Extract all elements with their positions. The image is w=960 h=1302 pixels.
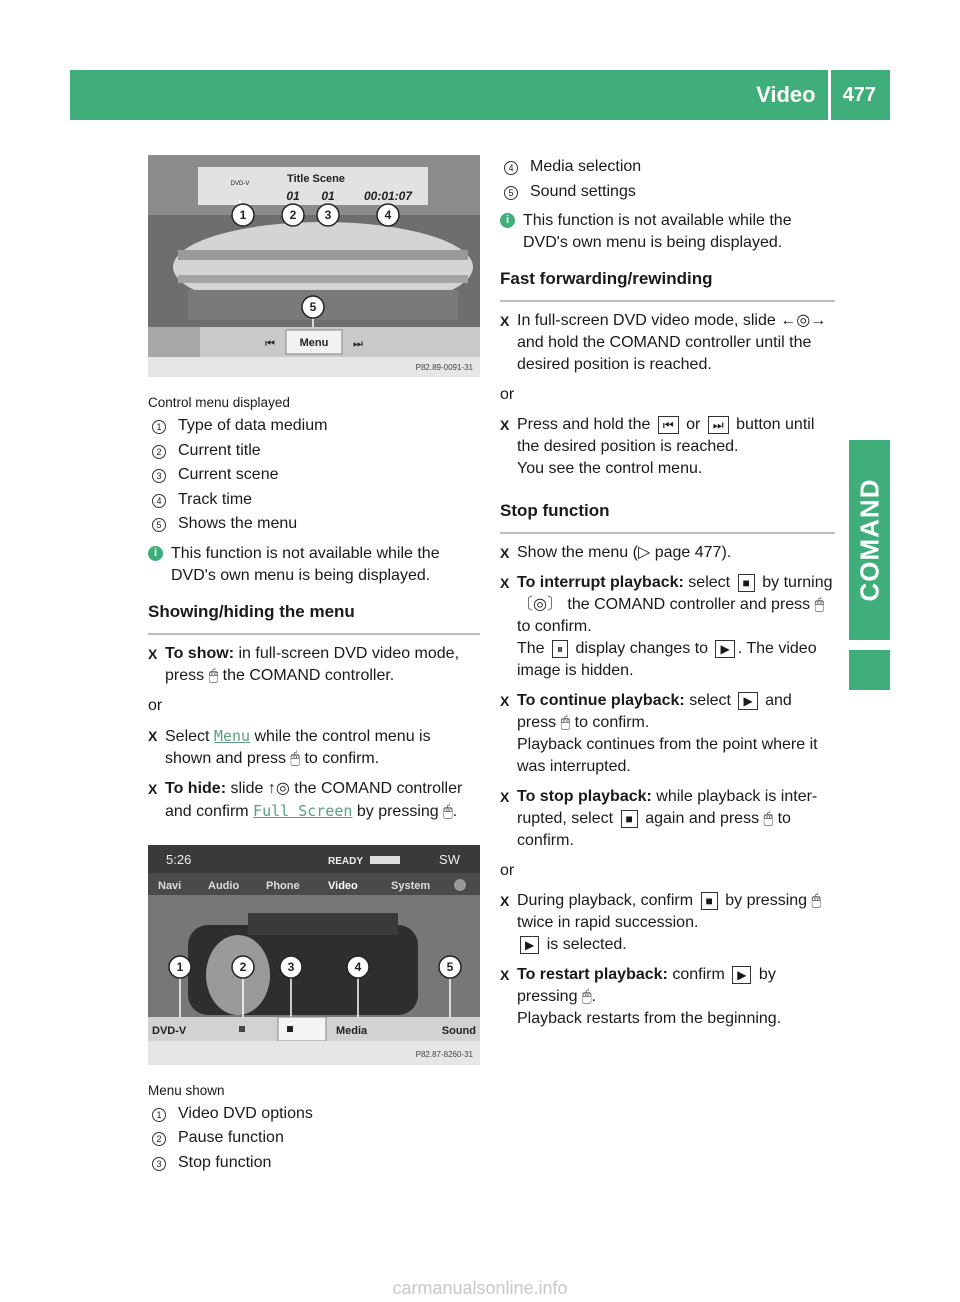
full-screen-label: Full Screen bbox=[253, 801, 353, 820]
pause-icon bbox=[239, 1026, 245, 1032]
info-text: This function is not available while the DVD's own menu is being displayed. bbox=[523, 212, 792, 251]
or-text: or bbox=[500, 386, 515, 403]
section-title: Video bbox=[756, 82, 816, 107]
menu-shown-image bbox=[148, 845, 480, 1065]
callout-4-label: 4 bbox=[384, 208, 392, 222]
step-text: Playback continues from the point where it was interrupted. bbox=[517, 736, 818, 775]
number-badge: 1 bbox=[152, 1108, 166, 1122]
x-mark-icon: X bbox=[500, 313, 510, 329]
step-text: again and press bbox=[645, 810, 760, 827]
x-mark-icon: X bbox=[500, 575, 510, 591]
step-text: and press bbox=[517, 692, 792, 731]
callout-2-label: 2 bbox=[289, 208, 297, 222]
status-ready: READY bbox=[328, 855, 364, 867]
right-column bbox=[500, 155, 835, 1030]
stop-icon: ■ bbox=[621, 810, 638, 828]
list-item bbox=[500, 180, 835, 205]
play-icon: ▶ bbox=[520, 936, 539, 954]
step-text: select bbox=[688, 574, 731, 591]
caption-control-menu: Control menu displayed bbox=[148, 395, 290, 410]
number-badge: 2 bbox=[152, 1132, 166, 1146]
step-text: the COMAND controller. bbox=[222, 666, 395, 684]
nav-video: Video bbox=[328, 879, 358, 892]
list-item-text: Current scene bbox=[178, 466, 279, 483]
page-ref-arrow-icon: ▷ bbox=[637, 544, 651, 561]
footer-url: carmanualsonline.info bbox=[392, 1278, 568, 1298]
bottom-sound: Sound bbox=[441, 1024, 476, 1037]
step-text: button until the desired position is reached. bbox=[517, 416, 815, 455]
step-text: You see the control menu. bbox=[517, 460, 703, 477]
list-item-text: Video DVD options bbox=[178, 1104, 313, 1122]
list-item bbox=[500, 155, 835, 180]
scene-value: 01 bbox=[321, 189, 335, 203]
press-icon: 🖱 bbox=[290, 749, 301, 767]
step-interrupt-playback bbox=[500, 572, 835, 682]
step-to-show bbox=[148, 643, 480, 687]
stop-icon bbox=[287, 1026, 293, 1032]
forward-icon: ⏭ bbox=[708, 416, 729, 434]
info-icon: i bbox=[500, 213, 515, 228]
list-item bbox=[148, 1102, 480, 1127]
number-badge: 4 bbox=[152, 494, 166, 508]
step-text: Show the menu ( bbox=[517, 544, 638, 561]
step-restart-playback: X To restart playback: confirm ▶ by pressing 🖱. Playback restarts from the beginning. bbox=[500, 964, 835, 1030]
number-badge: 1 bbox=[152, 420, 166, 434]
bottom-dvd-v: DVD-V bbox=[152, 1024, 187, 1037]
callout-1-label: 1 bbox=[176, 959, 184, 974]
list-item bbox=[148, 414, 480, 439]
page-number: 477 bbox=[842, 83, 876, 106]
info-note-2 bbox=[500, 210, 835, 254]
list-item-text: Type of data medium bbox=[178, 417, 328, 434]
list-item bbox=[148, 439, 480, 464]
nav-system: System bbox=[391, 879, 431, 892]
step-during-playback bbox=[500, 890, 835, 956]
callout-5-label: 5 bbox=[309, 300, 317, 314]
forward-icon: ⏭ bbox=[353, 337, 363, 350]
step-bold-label: To show: bbox=[165, 644, 235, 662]
step-text: The bbox=[517, 640, 545, 657]
step-text: display changes to bbox=[575, 640, 709, 657]
list-item-text: Current title bbox=[178, 441, 261, 459]
list-item bbox=[148, 463, 480, 488]
press-icon: 🖱 bbox=[763, 810, 774, 827]
step-text: twice in rapid succession. bbox=[517, 914, 699, 931]
screenshot-control-menu bbox=[148, 155, 480, 384]
step-text: During playback, confirm bbox=[517, 892, 694, 909]
press-icon: 🖱 bbox=[208, 666, 219, 684]
step-text: the COMAND controller and press bbox=[567, 596, 811, 613]
step-text: to confirm. bbox=[517, 618, 592, 635]
x-mark-icon: X bbox=[148, 645, 158, 662]
heading-fast-forwarding: Fast forwarding/rewinding bbox=[500, 268, 835, 302]
info-text: This function is not available while the DVD's own menu is being displayed. bbox=[171, 544, 440, 584]
step-to-hide: X To hide: slide ↑◎ the COMAND controller and confirm Full Screen by pressing 🖱. bbox=[148, 778, 480, 823]
list-item bbox=[148, 1151, 480, 1176]
list-item-text: Shows the menu bbox=[178, 515, 298, 532]
callout-3-label: 3 bbox=[324, 208, 332, 222]
list-item bbox=[148, 1126, 480, 1151]
screenshot-menu-shown bbox=[148, 845, 480, 1072]
step-text: to confirm. bbox=[517, 810, 791, 849]
callout-4-label: 4 bbox=[354, 959, 362, 974]
side-tab bbox=[849, 440, 890, 640]
step-bold-label: To stop playback: bbox=[517, 788, 652, 805]
list-item-text: Track time bbox=[178, 490, 253, 508]
step-text: while the control menu is shown and press bbox=[165, 727, 431, 767]
sw-label: SW bbox=[439, 851, 460, 867]
step-text: to confirm. bbox=[574, 714, 650, 731]
nav-navi: Navi bbox=[158, 879, 182, 892]
slide-up-icon: ↑◎ bbox=[267, 779, 290, 797]
menu-button-label: Menu bbox=[299, 337, 329, 349]
list-item bbox=[148, 512, 480, 537]
step-text: the COMAND controller and confirm bbox=[165, 779, 463, 820]
x-mark-icon: X bbox=[500, 893, 510, 909]
step-bold-label: To continue playback: bbox=[517, 692, 685, 709]
step-bold-label: To restart playback: bbox=[517, 966, 668, 983]
step-show-menu bbox=[500, 542, 835, 564]
step-text: and hold the COMAND controller until the desired position is reached. bbox=[517, 334, 812, 373]
step-slide-controller bbox=[500, 310, 835, 376]
step-text: . The video image is hidden. bbox=[517, 640, 817, 679]
step-text: by turning bbox=[762, 574, 833, 591]
step-text: in full-screen DVD video mode, press bbox=[165, 644, 460, 684]
step-press-hold bbox=[500, 414, 835, 480]
step-bold-label: To hide: bbox=[165, 779, 227, 797]
step-bold-label: To interrupt playback: bbox=[517, 574, 684, 591]
slide-left-right-icon: ←◎→ bbox=[780, 312, 827, 329]
play-icon: ▶ bbox=[738, 692, 757, 710]
step-text: confirm bbox=[672, 966, 725, 983]
side-tab-label: COMAND bbox=[854, 478, 884, 602]
step-text: In full-screen DVD video mode, slide bbox=[517, 312, 776, 329]
x-mark-icon: X bbox=[500, 545, 510, 561]
step-stop-playback bbox=[500, 786, 835, 852]
step-text: by pressing bbox=[356, 802, 439, 820]
step-select-menu bbox=[148, 725, 480, 770]
number-badge: 3 bbox=[152, 469, 166, 483]
step-text: by pressing bbox=[517, 966, 776, 1005]
legend-list-2-cont bbox=[500, 155, 835, 204]
step-continue-playback bbox=[500, 690, 835, 778]
x-mark-icon: X bbox=[148, 727, 158, 744]
number-badge: 4 bbox=[504, 161, 518, 175]
step-text: while playback is inter-rupted, select bbox=[517, 788, 818, 827]
step-text: slide bbox=[230, 779, 264, 797]
info-icon: i bbox=[148, 546, 163, 561]
nav-audio: Audio bbox=[208, 879, 240, 892]
step-text: by pressing bbox=[725, 892, 808, 909]
clock: 5:26 bbox=[166, 851, 192, 867]
x-mark-icon: X bbox=[500, 417, 510, 433]
step-text: or bbox=[686, 416, 701, 433]
legend-list-1 bbox=[148, 414, 480, 537]
press-icon: 🖱 bbox=[811, 892, 822, 909]
callout-5-label: 5 bbox=[446, 959, 454, 974]
step-text: Select bbox=[165, 727, 210, 745]
x-mark-icon: X bbox=[500, 789, 510, 805]
title-value: 01 bbox=[286, 189, 300, 203]
stop-icon: ■ bbox=[738, 574, 755, 592]
press-icon: 🖱 bbox=[581, 988, 592, 1005]
list-item-text: Stop function bbox=[178, 1153, 272, 1171]
title-scene-label: Title Scene bbox=[287, 173, 345, 185]
bottom-media: Media bbox=[336, 1024, 368, 1037]
info-note-1 bbox=[148, 543, 480, 587]
press-icon: 🖱 bbox=[814, 596, 825, 613]
nav-phone: Phone bbox=[266, 879, 300, 892]
left-column bbox=[148, 155, 480, 1175]
callout-1-label: 1 bbox=[239, 208, 247, 222]
list-item-text: Sound settings bbox=[530, 182, 636, 200]
menu-label: Menu bbox=[213, 726, 251, 745]
pause-icon: ⏸ bbox=[552, 640, 568, 658]
image-code: P82.87-8260-31 bbox=[415, 1049, 473, 1059]
caption-menu-shown: Menu shown bbox=[148, 1082, 225, 1098]
list-item-text: Media selection bbox=[530, 158, 642, 175]
control-menu-image bbox=[148, 155, 480, 377]
legend-list-2 bbox=[148, 1102, 480, 1176]
play-icon: ▶ bbox=[732, 966, 751, 984]
step-text: select bbox=[689, 692, 731, 709]
callout-2-label: 2 bbox=[239, 959, 247, 974]
or-text: or bbox=[148, 696, 163, 714]
step-text: to confirm. bbox=[304, 749, 380, 767]
heading-showing-hiding: Showing/hiding the menu bbox=[148, 601, 480, 635]
turn-controller-icon: 〔◎〕 bbox=[517, 596, 563, 613]
heading-stop-function: Stop function bbox=[500, 500, 835, 534]
list-item bbox=[148, 488, 480, 513]
rewind-icon: ⏮ bbox=[658, 416, 679, 434]
number-badge: 3 bbox=[152, 1157, 166, 1171]
disc-label: DVD-V bbox=[230, 181, 250, 187]
play-icon: ▶ bbox=[715, 640, 734, 658]
or-text: or bbox=[500, 862, 515, 879]
step-text: Playback restarts from the beginning. bbox=[517, 1010, 782, 1027]
x-mark-icon: X bbox=[500, 693, 510, 709]
image-code: P82.89-0091-31 bbox=[415, 363, 473, 372]
rewind-icon: ⏮ bbox=[265, 337, 275, 350]
press-icon: 🖱 bbox=[443, 802, 453, 820]
x-mark-icon: X bbox=[500, 967, 510, 983]
callout-3-label: 3 bbox=[287, 959, 295, 974]
list-item-text: Pause function bbox=[178, 1129, 284, 1146]
step-text: Press and hold the bbox=[517, 416, 651, 433]
number-badge: 5 bbox=[152, 518, 166, 532]
step-text: is selected. bbox=[546, 936, 627, 953]
number-badge: 5 bbox=[504, 186, 518, 200]
step-text: page 477). bbox=[654, 544, 732, 561]
press-icon: 🖱 bbox=[560, 714, 571, 731]
side-block bbox=[849, 650, 890, 690]
time-value: 00:01:07 bbox=[363, 189, 413, 203]
x-mark-icon: X bbox=[148, 780, 158, 797]
header-title bbox=[744, 70, 890, 120]
stop-icon: ■ bbox=[701, 892, 718, 910]
number-badge: 2 bbox=[152, 445, 166, 459]
